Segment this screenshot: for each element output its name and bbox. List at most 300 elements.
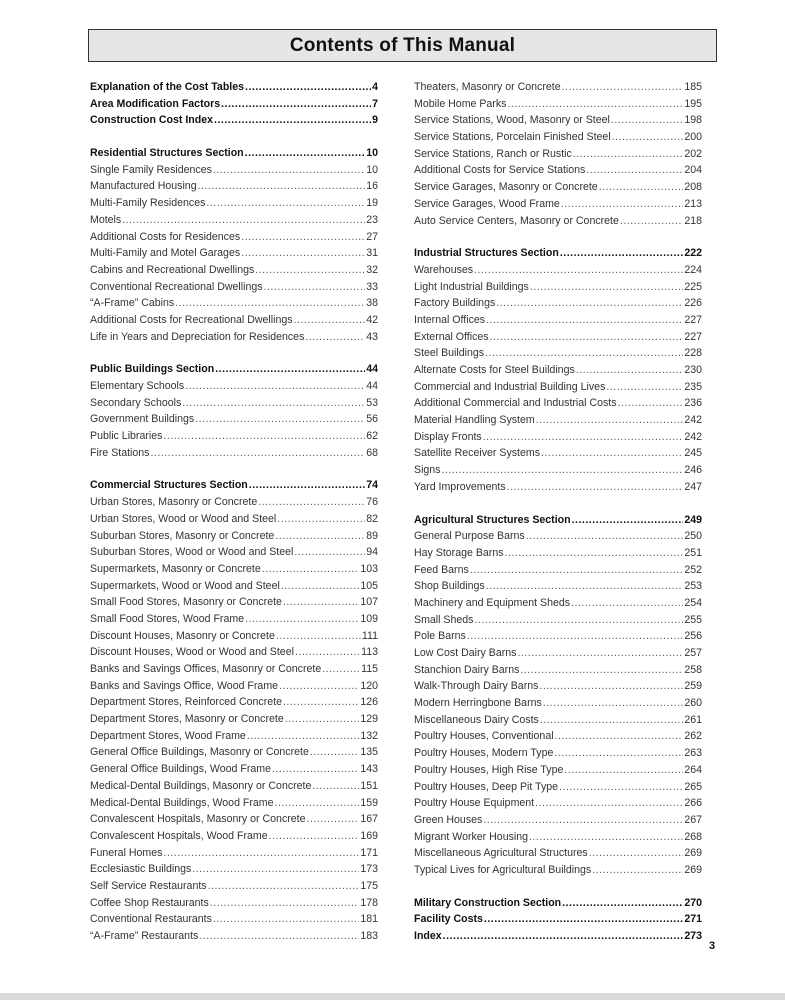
- toc-entry-title: Department Stores, Masonry or Concrete: [90, 713, 284, 726]
- toc-entry: [414, 329, 702, 346]
- toc-entry-title: Banks and Savings Offices, Masonry or Concrete: [90, 663, 322, 675]
- toc-entry: [90, 911, 378, 928]
- dot-leader: [210, 895, 360, 912]
- dot-leader: [214, 112, 371, 129]
- toc-page-number: 258: [684, 663, 702, 676]
- toc-section-heading: [90, 361, 378, 378]
- toc-entry: [90, 279, 378, 296]
- toc-entry: [90, 895, 378, 912]
- toc-page-number: 126: [360, 696, 378, 709]
- dot-leader: [199, 928, 359, 945]
- toc-right-column: [414, 79, 702, 961]
- toc-page-number: 252: [684, 563, 702, 576]
- dot-leader: [443, 928, 684, 945]
- toc-entry-title: Single Family Residences: [90, 163, 212, 176]
- toc-page-number: 245: [684, 447, 702, 460]
- toc-entry-title: Service Stations, Wood, Masonry or Steel: [414, 114, 610, 127]
- toc-entry-title: Additional Commercial and Industrial Costs: [414, 397, 617, 410]
- toc-entry-title: Stanchion Dairy Barns: [414, 663, 520, 676]
- dot-leader: [486, 578, 684, 595]
- toc-entry-title: Self Service Restaurants: [90, 879, 207, 892]
- toc-page-number: 56: [366, 413, 378, 426]
- dot-leader: [245, 145, 366, 162]
- dot-leader: [586, 162, 683, 179]
- toc-section-heading: [90, 96, 378, 113]
- toc-entry: [90, 395, 378, 412]
- dot-leader: [530, 279, 683, 296]
- toc-section: [414, 512, 702, 879]
- toc-entry: [90, 195, 378, 212]
- toc-entry: [414, 829, 702, 846]
- toc-page-number: 262: [684, 730, 702, 743]
- toc-page-number: 260: [684, 697, 702, 710]
- dot-leader: [470, 562, 684, 579]
- toc-page-number: 23: [366, 213, 378, 226]
- toc-section-heading: [414, 895, 702, 912]
- toc-entry-title: Medical-Dental Buildings, Masonry or Concrete: [90, 779, 312, 792]
- toc-entry-title: Agricultural Structures Section: [414, 513, 571, 526]
- toc-section: [414, 895, 702, 945]
- dot-leader: [618, 395, 684, 412]
- toc-page-number: 115: [361, 663, 378, 675]
- toc-page-number: 230: [684, 364, 702, 376]
- toc-entry: [90, 295, 378, 312]
- toc-entry-title: Urban Stores, Masonry or Concrete: [90, 496, 258, 509]
- toc-entry: [414, 712, 702, 729]
- toc-entry: [414, 845, 702, 862]
- toc-entry-title: Miscellaneous Dairy Costs: [414, 713, 539, 726]
- toc-page-number: 263: [684, 747, 702, 760]
- toc-entry: [414, 179, 702, 196]
- toc-entry-title: Additional Costs for Residences: [90, 230, 241, 243]
- dot-leader: [474, 262, 683, 279]
- toc-page-number: 249: [684, 513, 702, 526]
- dot-leader: [560, 245, 684, 262]
- dot-leader: [241, 245, 365, 262]
- dot-leader: [206, 195, 365, 212]
- toc-entry-title: Convalescent Hospitals, Wood Frame: [90, 829, 268, 842]
- toc-entry: [90, 795, 378, 812]
- toc-entry-title: Internal Offices: [414, 313, 486, 326]
- toc-entry-title: Supermarkets, Masonry or Concrete: [90, 562, 261, 575]
- toc-page-number: 261: [684, 713, 702, 726]
- toc-page-number: 267: [684, 813, 702, 826]
- toc-entry-title: Military Construction Section: [414, 896, 562, 909]
- dot-leader: [573, 146, 684, 163]
- toc-entry-title: Commercial Structures Section: [90, 479, 248, 492]
- toc-page-number: 10: [366, 163, 378, 176]
- toc-entry-title: Walk-Through Dairy Barns: [414, 680, 539, 693]
- toc-entry-title: General Office Buildings, Wood Frame: [90, 763, 271, 776]
- toc-page-number: 236: [684, 397, 702, 410]
- dot-leader: [264, 279, 366, 296]
- toc-section-heading: [414, 911, 702, 928]
- toc-entry: [414, 429, 702, 446]
- toc-entry-title: Public Libraries: [90, 430, 163, 443]
- toc-entry-title: Motels: [90, 213, 122, 226]
- toc-page-number: 143: [360, 763, 378, 776]
- toc-entry: [414, 562, 702, 579]
- toc-page-number: 27: [366, 230, 378, 243]
- toc-left-column: [90, 79, 378, 961]
- toc-entry: [90, 728, 378, 745]
- dot-leader: [208, 878, 360, 895]
- toc-page-number: 173: [360, 863, 378, 876]
- dot-leader: [611, 112, 683, 129]
- toc-entry: [414, 445, 702, 462]
- toc-page-number: 82: [366, 512, 378, 525]
- toc-entry-title: Multi-Family Residences: [90, 197, 206, 210]
- toc-entry: [414, 595, 702, 612]
- toc-page-number: 257: [684, 647, 702, 659]
- toc-entry: [414, 412, 702, 429]
- toc-entry-title: Poultry Houses, Deep Pit Type: [414, 780, 559, 793]
- toc-page-number: 227: [684, 330, 702, 343]
- toc-entry-title: General Office Buildings, Masonry or Concrete: [90, 746, 309, 759]
- toc-entry: [414, 79, 702, 96]
- toc-entry-title: Service Garages, Masonry or Concrete: [414, 181, 598, 194]
- toc-entry-title: Auto Service Centers, Masonry or Concrete: [414, 214, 619, 227]
- toc-page-number: 265: [684, 780, 702, 793]
- bottom-divider: [0, 993, 785, 1000]
- dot-leader: [620, 213, 683, 230]
- toc-entry: [90, 411, 378, 428]
- toc-entry-title: Life in Years and Depreciation for Residences: [90, 330, 305, 343]
- toc-section-heading: [414, 512, 702, 529]
- dot-leader: [599, 179, 684, 196]
- toc-page-number: 247: [684, 480, 702, 493]
- toc-entry-title: Alternate Costs for Steel Buildings: [414, 364, 575, 376]
- dot-leader: [310, 744, 359, 761]
- toc-entry: [414, 262, 702, 279]
- toc-entry-title: Banks and Savings Office, Wood Frame: [90, 679, 279, 692]
- toc-entry-title: Hay Storage Barns: [414, 546, 504, 559]
- dot-leader: [275, 795, 360, 812]
- toc-entry-title: Ecclesiastic Buildings: [90, 863, 192, 876]
- toc-entry-title: Steel Buildings: [414, 347, 485, 360]
- toc-entry-title: Poultry Houses, Modern Type: [414, 747, 554, 760]
- toc-entry: [414, 362, 702, 379]
- toc-page-number: 42: [366, 313, 378, 326]
- toc-page-number: 103: [360, 562, 378, 575]
- dot-leader: [283, 694, 359, 711]
- toc-page-number: 105: [360, 579, 378, 592]
- toc-entry: [90, 661, 378, 678]
- toc-page-number: 269: [684, 847, 702, 860]
- toc-page-number: 271: [684, 913, 702, 926]
- dot-leader: [307, 811, 360, 828]
- dot-leader: [529, 829, 683, 846]
- page-title: Contents of This Manual: [289, 34, 516, 56]
- dot-leader: [496, 295, 683, 312]
- toc-entry: [414, 395, 702, 412]
- dot-leader: [520, 662, 683, 679]
- toc-entry-title: Miscellaneous Agricultural Structures: [414, 847, 588, 860]
- dot-leader: [285, 711, 360, 728]
- toc-page-number: 213: [684, 197, 702, 210]
- toc-entry: [414, 578, 702, 595]
- toc-entry-title: Secondary Schools: [90, 396, 182, 409]
- toc-entry-title: Manufactured Housing: [90, 180, 197, 193]
- dot-leader: [182, 395, 365, 412]
- toc-entry-title: Signs: [414, 464, 441, 477]
- toc-entry: [90, 744, 378, 761]
- toc-entry-title: Supermarkets, Wood or Wood and Steel: [90, 579, 280, 592]
- dot-leader: [279, 678, 359, 695]
- dot-leader: [281, 578, 360, 595]
- dot-leader: [305, 329, 365, 346]
- toc-entry: [90, 928, 378, 945]
- toc-page-number: 255: [684, 613, 702, 626]
- dot-leader: [294, 544, 365, 561]
- dot-leader: [245, 611, 359, 628]
- dot-leader: [198, 178, 366, 195]
- toc-page-number: 242: [684, 414, 702, 427]
- toc-entry: [414, 695, 702, 712]
- toc-page-number: 228: [684, 347, 702, 360]
- dot-leader: [272, 761, 359, 778]
- dot-leader: [213, 162, 365, 179]
- toc-page-number: 227: [684, 313, 702, 326]
- dot-leader: [295, 644, 360, 661]
- dot-leader: [283, 594, 359, 611]
- toc-entry: [90, 694, 378, 711]
- dot-leader: [474, 612, 683, 629]
- toc-entry-title: Medical-Dental Buildings, Wood Frame: [90, 796, 274, 809]
- toc-entry: [90, 162, 378, 179]
- toc-entry-title: Mobile Home Parks: [414, 97, 507, 110]
- toc-page-number: 256: [684, 630, 702, 643]
- toc-entry-title: Coffee Shop Restaurants: [90, 896, 209, 909]
- dot-leader: [486, 312, 683, 329]
- toc-page-number: 268: [684, 830, 702, 843]
- dot-leader: [150, 445, 365, 462]
- dot-leader: [507, 96, 683, 113]
- toc-entry: [90, 678, 378, 695]
- title-box: [88, 29, 717, 62]
- toc-entry: [414, 379, 702, 396]
- dot-leader: [562, 79, 684, 96]
- toc-entry: [414, 312, 702, 329]
- dot-leader: [249, 477, 365, 494]
- toc-page-number: 218: [684, 214, 702, 227]
- toc-page-number: 171: [360, 846, 378, 859]
- toc-page-number: 33: [366, 280, 378, 293]
- toc-entry: [90, 262, 378, 279]
- dot-leader: [442, 462, 684, 479]
- toc-page-number: 7: [372, 97, 378, 110]
- dot-leader: [122, 212, 365, 229]
- dot-leader: [258, 494, 365, 511]
- dot-leader: [185, 378, 365, 395]
- toc-entry: [90, 445, 378, 462]
- toc-page-number: 251: [684, 546, 702, 559]
- toc-entry-title: Factory Buildings: [414, 297, 496, 310]
- toc-entry: [414, 279, 702, 296]
- toc-page-number: 151: [360, 779, 378, 792]
- toc-entry: [90, 611, 378, 628]
- toc-entry-title: Low Cost Dairy Barns: [414, 647, 517, 659]
- toc-entry-title: Green Houses: [414, 813, 483, 826]
- toc-entry: [414, 96, 702, 113]
- toc-entry-title: Additional Costs for Recreational Dwellings: [90, 313, 293, 326]
- toc-entry-title: Fire Stations: [90, 446, 150, 459]
- toc-entry: [414, 345, 702, 362]
- toc-page-number: 76: [366, 496, 378, 509]
- toc-entry: [414, 295, 702, 312]
- toc-entry-title: Construction Cost Index: [90, 114, 214, 127]
- toc-section-heading: [414, 928, 702, 945]
- toc-section: [90, 79, 378, 129]
- toc-page-number: 31: [366, 247, 378, 260]
- dot-leader: [555, 728, 684, 745]
- toc-entry-title: Yard Improvements: [414, 480, 506, 493]
- toc-page-number: 19: [366, 197, 378, 210]
- toc-entry: [90, 861, 378, 878]
- dot-leader: [576, 362, 684, 379]
- toc-page-number: 208: [684, 181, 702, 194]
- toc-entry-title: Migrant Worker Housing: [414, 830, 529, 843]
- toc-section: [90, 361, 378, 461]
- toc-entry: [414, 213, 702, 230]
- dot-leader: [312, 778, 359, 795]
- toc-entry-title: Multi-Family and Motel Garages: [90, 247, 241, 260]
- toc-entry: [90, 511, 378, 528]
- dot-leader: [247, 728, 359, 745]
- toc-page-number: 246: [684, 464, 702, 477]
- dot-leader: [571, 595, 683, 612]
- toc-page-number: 120: [360, 679, 378, 692]
- toc-page-number: 10: [366, 147, 378, 160]
- toc-page-number: 113: [361, 646, 378, 659]
- dot-leader: [163, 845, 359, 862]
- toc-entry-title: Convalescent Hospitals, Masonry or Concrete: [90, 813, 306, 826]
- dot-leader: [554, 745, 683, 762]
- toc-section: [414, 245, 702, 495]
- toc-section-heading: [90, 79, 378, 96]
- toc-entry-title: Conventional Recreational Dwellings: [90, 280, 263, 293]
- toc-page-number: 264: [684, 763, 702, 776]
- dot-leader: [561, 196, 683, 213]
- toc-entry-title: Small Food Stores, Masonry or Concrete: [90, 596, 282, 609]
- toc-page-number: 159: [360, 796, 378, 809]
- toc-page-number: 226: [684, 297, 702, 310]
- toc-entry: [90, 229, 378, 246]
- toc-entry: [90, 561, 378, 578]
- toc-page-number: 200: [684, 131, 702, 144]
- toc-page-number: 253: [684, 580, 702, 593]
- toc-page-number: 225: [684, 280, 702, 293]
- toc-entry-title: Light Industrial Buildings: [414, 280, 529, 293]
- toc-entry-title: Modern Herringbone Barns: [414, 697, 542, 710]
- toc-entry-title: “A-Frame” Cabins: [90, 297, 175, 310]
- toc-entry: [90, 644, 378, 661]
- toc-entry-title: Government Buildings: [90, 413, 195, 426]
- toc-entry: [414, 129, 702, 146]
- toc-entry-title: Conventional Restaurants: [90, 913, 212, 926]
- toc-page-number: 183: [360, 930, 378, 942]
- toc-entry: [90, 245, 378, 262]
- toc-entry: [90, 811, 378, 828]
- toc-page-number: 259: [684, 680, 702, 693]
- toc-entry-title: Theaters, Masonry or Concrete: [414, 81, 561, 93]
- toc-entry: [414, 528, 702, 545]
- dot-leader: [262, 561, 360, 578]
- toc-page-number: 224: [684, 263, 702, 276]
- toc-page-number: 132: [360, 729, 378, 742]
- toc-section-heading: [90, 145, 378, 162]
- toc-entry: [90, 494, 378, 511]
- toc-entry: [90, 528, 378, 545]
- toc-entry: [414, 812, 702, 829]
- toc-entry: [414, 762, 702, 779]
- toc-page-number: 185: [684, 81, 702, 93]
- toc-entry-title: Suburban Stores, Masonry or Concrete: [90, 529, 275, 542]
- toc-entry-title: Cabins and Recreational Dwellings: [90, 263, 255, 276]
- toc-entry-title: Area Modification Factors: [90, 97, 221, 110]
- toc-page-number: 169: [360, 829, 378, 842]
- toc-entry-title: Funeral Homes: [90, 846, 163, 859]
- dot-leader: [517, 645, 683, 662]
- toc-entry: [414, 662, 702, 679]
- toc-entry-title: Typical Lives for Agricultural Buildings: [414, 863, 592, 876]
- toc-page-number: 89: [366, 529, 378, 542]
- toc-entry: [90, 594, 378, 611]
- toc-entry-title: Shop Buildings: [414, 580, 485, 593]
- toc-entry-title: “A-Frame” Restaurants: [90, 930, 199, 942]
- toc-entry: [414, 645, 702, 662]
- toc-page-number: 32: [366, 263, 378, 276]
- toc-page-number: 198: [684, 114, 702, 127]
- toc-entry-title: Facility Costs: [414, 913, 483, 926]
- toc-section: [414, 79, 702, 229]
- toc-page-number: 109: [360, 612, 378, 625]
- dot-leader: [589, 845, 684, 862]
- dot-leader: [564, 762, 683, 779]
- dot-leader: [572, 512, 684, 529]
- dot-leader: [213, 911, 359, 928]
- dot-leader: [175, 295, 365, 312]
- dot-leader: [221, 96, 371, 113]
- toc-entry-title: Discount Houses, Wood or Wood and Steel: [90, 646, 294, 659]
- toc-entry-title: Urban Stores, Wood or Wood and Steel: [90, 512, 277, 525]
- toc-entry-title: External Offices: [414, 330, 489, 343]
- toc-entry-title: Service Stations, Porcelain Finished Steel: [414, 131, 611, 144]
- toc-entry: [414, 862, 702, 879]
- toc-entry: [414, 462, 702, 479]
- toc-section-heading: [414, 245, 702, 262]
- dot-leader: [562, 895, 683, 912]
- toc-entry-title: Service Stations, Ranch or Rustic: [414, 147, 572, 160]
- toc-page-number: 270: [684, 896, 702, 909]
- toc-page-number: 129: [360, 713, 378, 726]
- dot-leader: [490, 329, 684, 346]
- toc-entry-title: General Purpose Barns: [414, 530, 525, 543]
- dot-leader: [322, 661, 360, 678]
- toc-entry: [90, 761, 378, 778]
- toc-page-number: 44: [366, 380, 378, 392]
- toc-entry: [414, 112, 702, 129]
- toc-entry: [90, 329, 378, 346]
- toc-entry: [414, 545, 702, 562]
- toc-page-number: 250: [684, 530, 702, 543]
- dot-leader: [192, 861, 359, 878]
- toc-entry: [90, 878, 378, 895]
- toc-entry-title: Discount Houses, Masonry or Concrete: [90, 629, 275, 642]
- toc-section: [90, 477, 378, 944]
- toc-entry: [90, 628, 378, 645]
- toc-page-number: 202: [684, 147, 702, 160]
